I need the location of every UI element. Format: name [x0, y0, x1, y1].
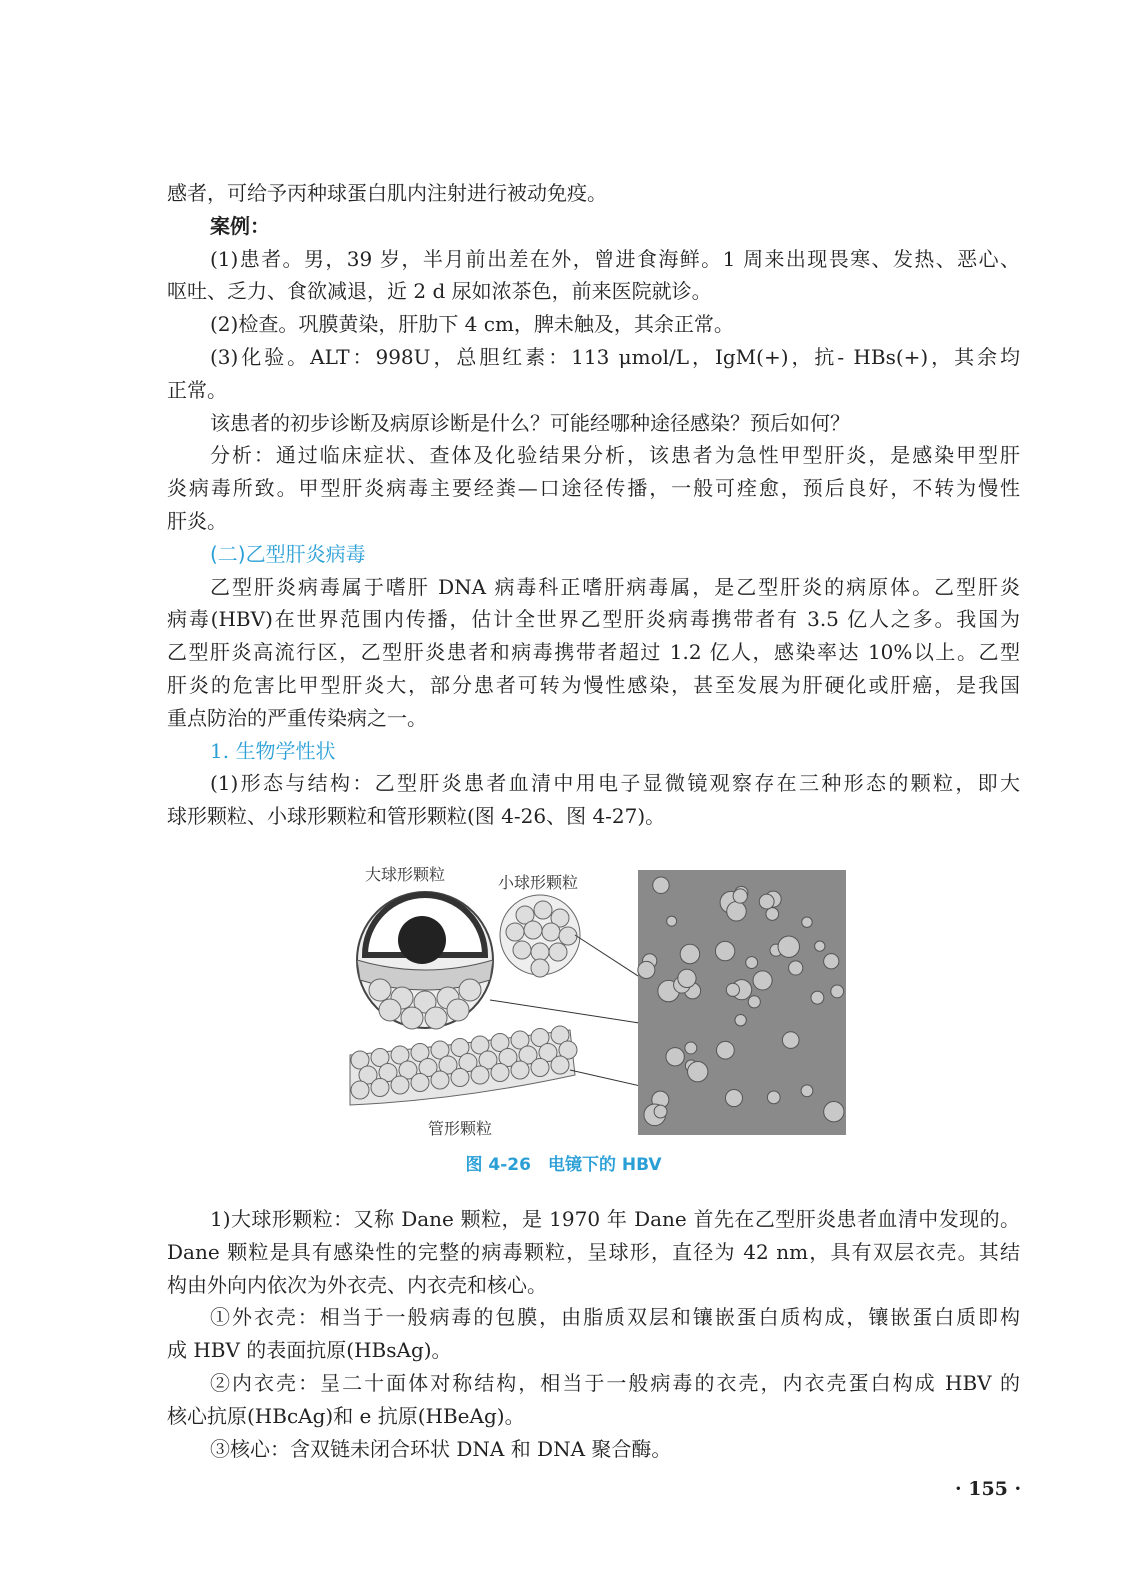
- subunit: [471, 1066, 489, 1084]
- text-line: 乙型肝炎病毒属于嗜肝 DNA 病毒科正嗜肝病毒属，是乙型肝炎的病原体。乙型肝炎: [210, 574, 1020, 599]
- body-text-top: [167, 177, 1020, 833]
- em-particle: [782, 1032, 799, 1049]
- text-line: 构由外向内依次为外衣壳、内衣壳和核心。: [167, 1272, 547, 1297]
- subunit: [411, 1074, 429, 1092]
- em-particle: [815, 941, 825, 951]
- em-particle: [725, 1090, 742, 1107]
- text-line: 该患者的初步诊断及病原诊断是什么？可能经哪种途径感染？预后如何？: [210, 410, 850, 435]
- subunit: [351, 1081, 369, 1099]
- large-spherical-particle-illustration: [357, 892, 493, 1029]
- subunit: [451, 1069, 469, 1087]
- text-line: 肝炎的危害比甲型肝炎大，部分患者可转为慢性感染，甚至发展为肝硬化或肝癌，是我国: [167, 672, 1020, 697]
- text-line: Dane 颗粒是具有感染性的完整的病毒颗粒，呈球形，直径为 42 nm，具有双层衣壳。其结: [167, 1239, 1020, 1264]
- em-particle: [688, 1062, 708, 1082]
- text-line: 1. 生物学性状: [210, 738, 336, 763]
- text-line: (二)乙型肝炎病毒: [210, 541, 366, 566]
- em-particle: [735, 1015, 746, 1026]
- em-particle: [811, 991, 824, 1004]
- text-line: (1)患者。男，39 岁，半月前出差在外，曾进食海鲜。1 周来出现畏寒、发热、恶心、: [210, 246, 1020, 271]
- em-particle: [766, 908, 779, 921]
- page-number: · 155 ·: [955, 1478, 1022, 1500]
- text-line: ①外衣壳：相当于一般病毒的包膜，由脂质双层和镶嵌蛋白质构成，镶嵌蛋白质即构: [210, 1305, 1020, 1330]
- small-spherical-particle-illustration: [500, 895, 580, 977]
- text-line: (1)形态与结构：乙型肝炎患者血清中用电子显微镜观察存在三种形态的颗粒，即大: [210, 771, 1020, 796]
- em-particle: [802, 917, 812, 927]
- body-text-bottom: [167, 1203, 1020, 1465]
- text-line: 病毒(HBV)在世界范围内传播，估计全世界乙型肝炎病毒携带者有 3.5 亿人之多。我国为: [167, 607, 1020, 632]
- em-particle: [726, 983, 739, 996]
- em-particle: [831, 985, 844, 998]
- figure-caption: 图 4-26 电镜下的 HBV: [465, 1155, 662, 1175]
- em-particle: [733, 889, 747, 903]
- em-particle: [748, 996, 760, 1008]
- em-particle: [685, 1042, 697, 1054]
- subunit: [391, 1076, 409, 1094]
- em-particle: [727, 902, 747, 922]
- subunit: [551, 1056, 569, 1074]
- text-line: 重点防治的严重传染病之一。: [167, 705, 427, 730]
- em-particle: [680, 944, 699, 963]
- em-particle: [824, 1102, 844, 1122]
- em-particle: [638, 961, 655, 978]
- em-particle: [824, 954, 839, 969]
- label-large-spherical: 大球形颗粒: [365, 865, 446, 884]
- em-particle: [653, 877, 669, 893]
- hbv-diagram: [340, 860, 850, 1140]
- em-particle: [715, 941, 734, 960]
- subunit: [431, 1071, 449, 1089]
- text-line: 感者，可给予丙种球蛋白肌内注射进行被动免疫。: [167, 181, 607, 205]
- em-particle: [666, 1048, 684, 1066]
- text-line: 炎病毒所致。甲型肝炎病毒主要经粪—口途径传播，一般可痊愈，预后良好，不转为慢性: [167, 476, 1020, 501]
- text-line: 成 HBV 的表面抗原(HBsAg)。: [167, 1338, 452, 1363]
- em-particle: [753, 971, 772, 990]
- text-line: ②内衣壳：呈二十面体对称结构，相当于一般病毒的衣壳，内衣壳蛋白构成 HBV 的: [210, 1370, 1020, 1395]
- text-line: 呕吐、乏力、食欲减退，近 2 d 尿如浓茶色，前来医院就诊。: [167, 279, 712, 304]
- em-particle: [778, 936, 799, 957]
- subunit: [531, 1059, 549, 1077]
- text-line: 1)大球形颗粒：又称 Dane 颗粒，是 1970 年 Dane 首先在乙型肝炎患者血清中发现的。: [210, 1207, 1020, 1231]
- em-particle: [654, 1105, 667, 1118]
- text-line: ③核心：含双链未闭合环状 DNA 和 DNA 聚合酶。: [210, 1436, 672, 1461]
- tubular-particle-illustration: [350, 1026, 577, 1105]
- label-small-spherical: 小球形颗粒: [498, 873, 579, 892]
- text-line: 肝炎。: [167, 508, 227, 533]
- text-line: 案例：: [210, 213, 270, 238]
- em-particle: [717, 1041, 735, 1059]
- text-line: 球形颗粒、小球形颗粒和管形颗粒(图 4-26、图 4-27)。: [167, 804, 666, 829]
- subunit: [511, 1061, 529, 1079]
- text-line: (3)化验。ALT：998U，总胆红素：113 μmol/L，IgM(+)，抗- HBs(+)，其余均: [210, 344, 1020, 369]
- electron-micrograph: [638, 870, 846, 1135]
- em-particle: [789, 961, 803, 975]
- em-particle: [767, 1091, 780, 1104]
- text-line: 分析：通过临床症状、查体及化验结果分析，该患者为急性甲型肝炎，是感染甲型肝: [210, 443, 1020, 468]
- subunit: [491, 1064, 509, 1082]
- subunit: [371, 1079, 389, 1097]
- em-particle: [678, 969, 696, 987]
- em-particle: [746, 957, 758, 969]
- text-line: 核心抗原(HBcAg)和 e 抗原(HBeAg)。: [167, 1403, 525, 1428]
- text-line: (2)检查。巩膜黄染，肝肋下 4 cm，脾未触及，其余正常。: [210, 312, 734, 337]
- text-line: 乙型肝炎高流行区，乙型肝炎患者和病毒携带者超过 1.2 亿人，感染率达 10%以上。乙型: [167, 640, 1020, 665]
- em-particle: [667, 916, 677, 926]
- em-particle: [759, 894, 774, 909]
- em-particle: [801, 1085, 813, 1097]
- label-tubular: 管形颗粒: [428, 1119, 493, 1138]
- text-line: 正常。: [167, 377, 227, 402]
- figure-hbv-particles: [340, 860, 850, 1140]
